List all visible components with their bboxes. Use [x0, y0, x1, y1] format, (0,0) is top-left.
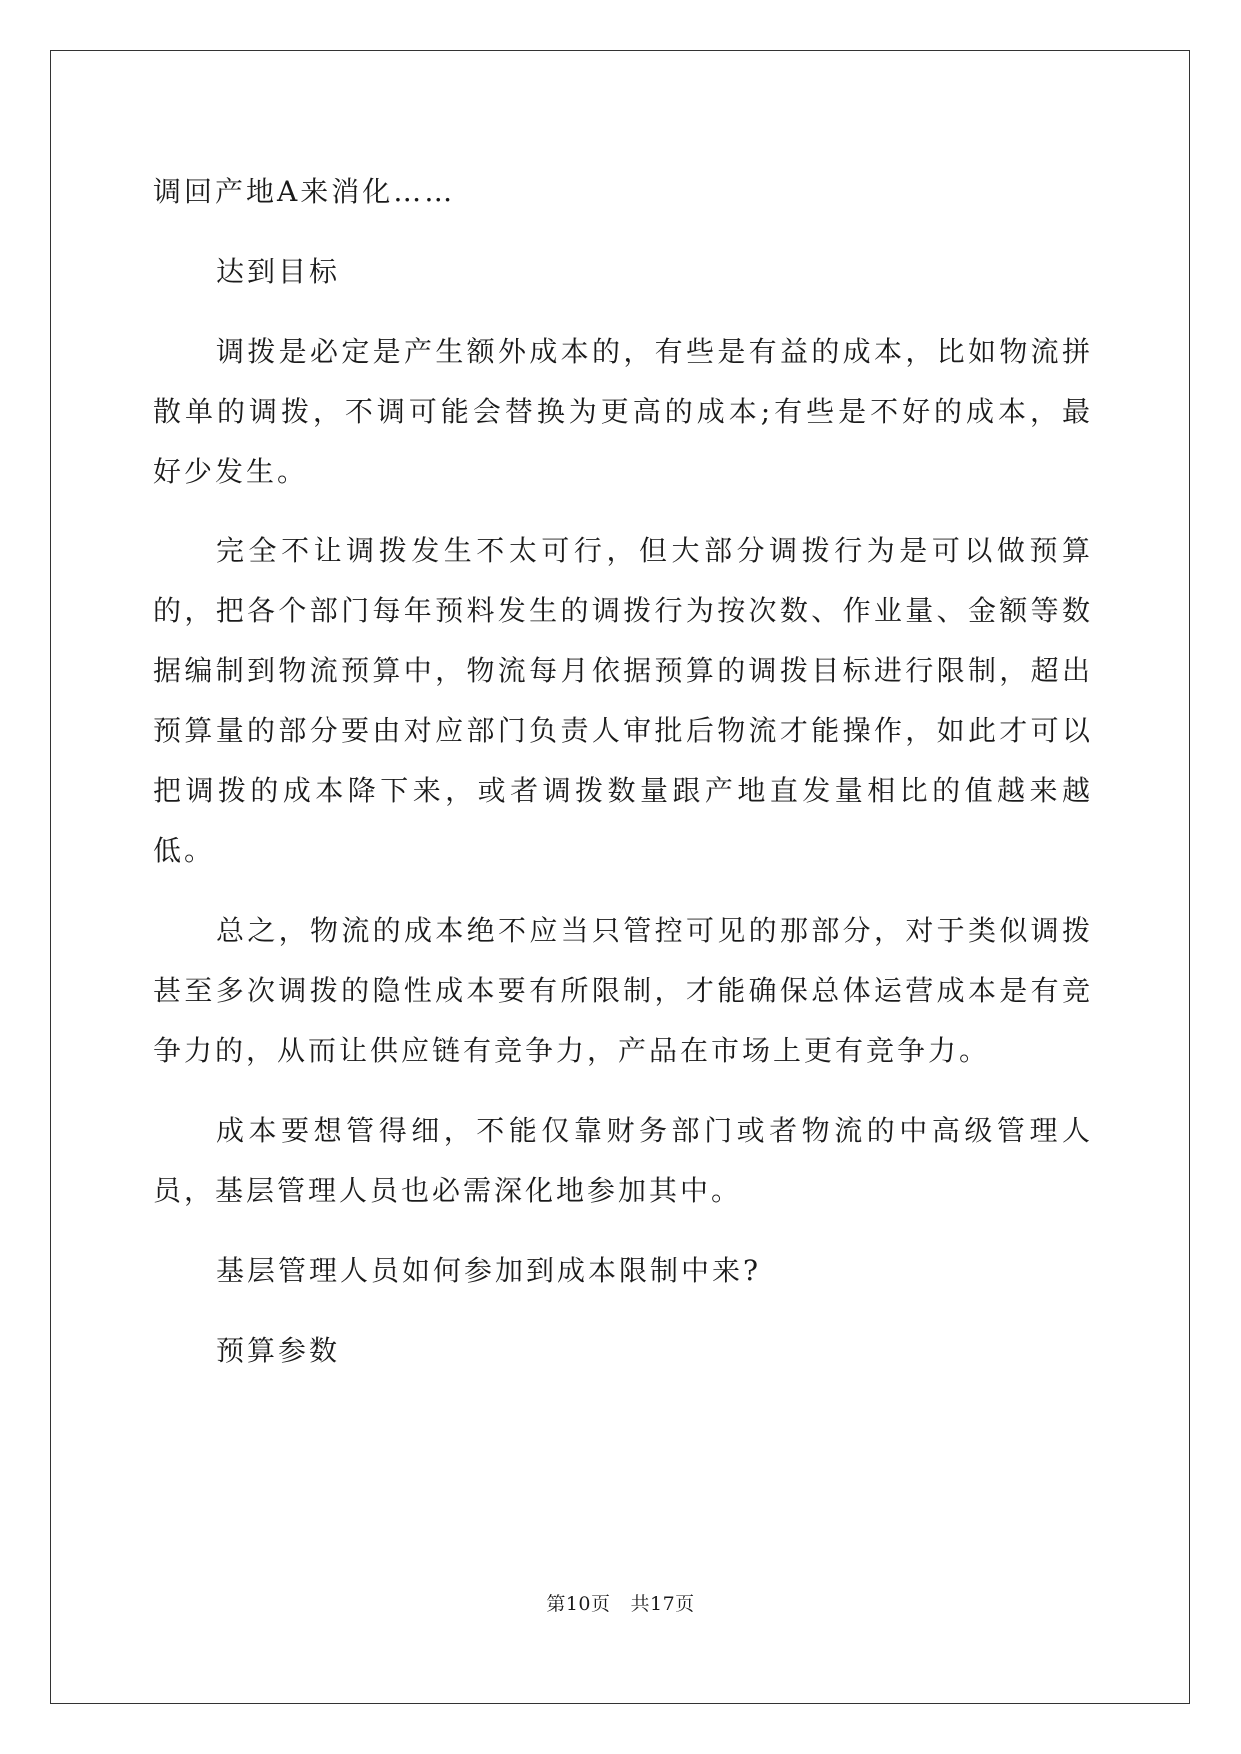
page-footer — [0, 1592, 1241, 1616]
page-total: 共17页 — [630, 1593, 695, 1615]
paragraph: 完全不让调拨发生不太可行，但大部分调拨行为是可以做预算的，把各个部门每年预料发生的调拨行为按次数、作业量、金额等数据编制到物流预算中，物流每月依据预算的调拨目标进行限制，超出预算量的部分要由对应部门负责人审批后物流才能操作，如此才可以把调拨的成本降下来，或者调拨数量跟产地直发量相比的值越来越低。 — [153, 534, 1093, 868]
paragraph: 达到目标 — [216, 254, 341, 288]
paragraph: 调回产地A来消化…… — [153, 175, 456, 208]
paragraph: 总之，物流的成本绝不应当只管控可见的那部分，对于类似调拨甚至多次调拨的隐性成本要有所限制，才能确保总体运营成本是有竞争力的，从而让供应链有竞争力，产品在市场上更有竞争力。 — [153, 914, 1093, 1068]
paragraph: 基层管理人员如何参加到成本限制中来? — [216, 1253, 762, 1287]
paragraph: 成本要想管得细，不能仅靠财务部门或者物流的中高级管理人员，基层管理人员也必需深化地参加其中。 — [153, 1113, 1093, 1207]
paragraph: 预算参数 — [216, 1333, 341, 1367]
page-number: 第10页 — [546, 1593, 611, 1615]
document-body — [153, 162, 1093, 1400]
paragraph: 调拨是必定是产生额外成本的，有些是有益的成本，比如物流拼散单的调拨，不调可能会替换为更高的成本;有些是不好的成本，最好少发生。 — [153, 334, 1093, 488]
